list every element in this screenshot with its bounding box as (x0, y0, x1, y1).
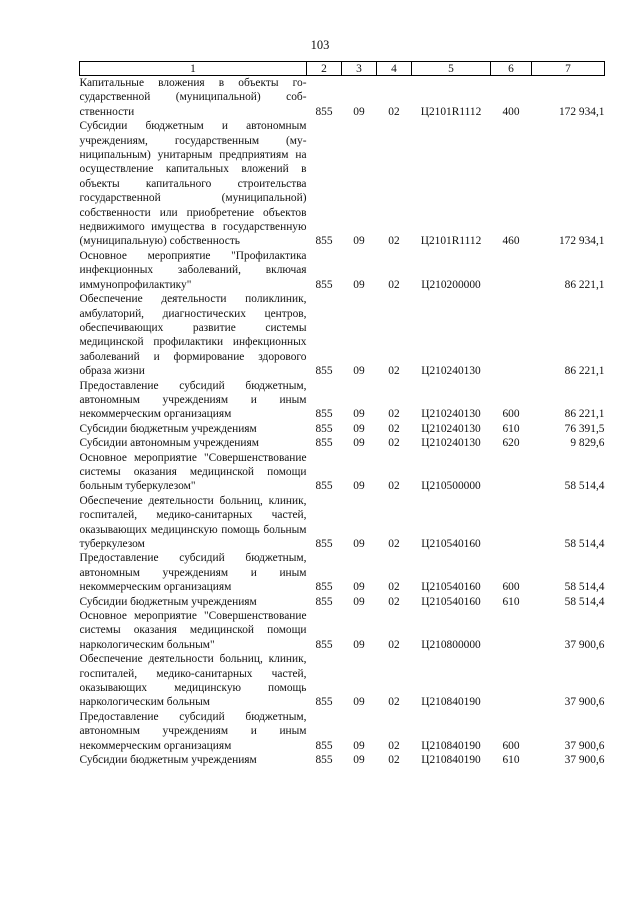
row-expense-type: 620 (502, 437, 520, 450)
row-name: Обеспечение деятельности поликлиник, амбулаторий, диагностических центров, обеспечивающих развитие системы медицинской профилактики инфекционных заболеваний и формирование здорового образа жизни (79, 293, 307, 378)
row-name: Предоставление субсидий бюджетным, автономным учреждениям и иным некоммерческим организациям (79, 552, 307, 594)
row-amount: 37 900,6 (564, 739, 605, 752)
row-ministry-code: 855 (315, 422, 333, 435)
row-ministry-code: 855 (315, 696, 333, 709)
table-row (80, 451, 605, 494)
row-section-code: 09 (353, 581, 365, 594)
row-subsection-code: 02 (388, 365, 400, 378)
row-ministry-code: 855 (315, 754, 333, 767)
row-amount: 76 391,5 (564, 422, 605, 435)
row-name: Предоставление субсидий бюджетным, автономным учреждениям и иным некоммерческим организациям (79, 710, 307, 752)
row-expense-type: 460 (502, 235, 520, 248)
table-row (80, 595, 605, 609)
row-name: Субсидии автономным учреждениям (79, 437, 259, 450)
column-header-7: 7 (532, 62, 605, 76)
row-expense-type: 600 (502, 408, 520, 421)
row-amount: 172 934,1 (558, 235, 605, 248)
row-expense-type: 610 (502, 422, 520, 435)
row-section-code: 09 (353, 739, 365, 752)
row-amount: 86 221,1 (564, 278, 605, 291)
row-subsection-code: 02 (388, 754, 400, 767)
row-subsection-code: 02 (388, 739, 400, 752)
row-target-article: Ц210840190 (421, 739, 481, 752)
table-row (80, 551, 605, 594)
row-section-code: 09 (353, 278, 365, 291)
row-section-code: 09 (353, 595, 365, 608)
table-row (80, 422, 605, 436)
row-target-article: Ц2101R1112 (420, 235, 482, 248)
row-target-article: Ц210540160 (421, 538, 481, 550)
row-amount: 172 934,1 (558, 105, 605, 118)
row-target-article: Ц210240130 (421, 437, 481, 450)
row-subsection-code: 02 (388, 638, 400, 651)
table-row (80, 292, 605, 378)
row-expense-type: 610 (502, 754, 520, 767)
row-target-article: Ц210540160 (421, 581, 481, 594)
row-ministry-code: 855 (315, 437, 333, 450)
row-name: Обеспечение деятельности больниц, клиник, госпиталей, медико-санитарных частей, оказывающих медицинскую помощь наркологическим больным (79, 653, 307, 709)
row-target-article: Ц210240130 (421, 422, 481, 435)
row-ministry-code: 855 (315, 105, 333, 118)
row-subsection-code: 02 (388, 105, 400, 118)
row-ministry-code: 855 (315, 595, 333, 608)
row-amount: 58 514,4 (564, 595, 605, 608)
row-section-code: 09 (353, 105, 365, 118)
row-ministry-code: 855 (315, 408, 333, 421)
row-name: Субсидии бюджетным и автономным учреждениям, государственным (муниципальным) унитарным предприятиям на осуществление капитальных вложений в объекты капитального строительства государственной (муниципальной) собственности или приобретение объектов недвижимого имущества в государственную (муниципальную) собственность (79, 120, 307, 248)
row-section-code: 09 (353, 422, 365, 435)
row-amount: 86 221,1 (564, 365, 605, 378)
table-header (80, 62, 605, 76)
row-subsection-code: 02 (388, 422, 400, 435)
row-subsection-code: 02 (388, 480, 400, 493)
header-row (80, 62, 605, 76)
table-row (80, 494, 605, 552)
row-section-code: 09 (353, 437, 365, 450)
row-ministry-code: 855 (315, 365, 333, 378)
row-amount: 58 514,4 (564, 538, 605, 550)
column-header-1: 1 (80, 62, 307, 76)
table-row (80, 76, 605, 120)
row-target-article: Ц210540160 (421, 595, 481, 608)
column-header-2: 2 (307, 62, 342, 76)
row-expense-type: 400 (502, 105, 520, 118)
row-expense-type: 610 (502, 595, 520, 608)
column-header-6: 6 (491, 62, 532, 76)
row-section-code: 09 (353, 235, 365, 248)
row-subsection-code: 02 (388, 437, 400, 450)
column-header-4: 4 (377, 62, 412, 76)
row-section-code: 09 (353, 754, 365, 767)
row-name: Капитальные вложения в объекты государственной (муниципальной) собственности (79, 77, 307, 118)
row-expense-type (491, 652, 532, 710)
row-ministry-code: 855 (315, 739, 333, 752)
row-section-code: 09 (353, 696, 365, 709)
row-target-article: Ц210240130 (421, 408, 481, 421)
row-amount: 86 221,1 (564, 408, 605, 421)
table-row (80, 249, 605, 292)
row-amount: 58 514,4 (564, 581, 605, 594)
row-target-article: Ц210840190 (421, 696, 481, 709)
row-name: Основное мероприятие "Совершенствование системы оказания медицинской помощи наркологическим больным" (79, 610, 307, 651)
row-ministry-code: 855 (315, 638, 333, 651)
table-row (80, 652, 605, 710)
row-name: Основное мероприятие "Профилактика инфекционных заболеваний, включая иммунопрофилактику" (79, 249, 307, 291)
row-name: Основное мероприятие "Совершенствование системы оказания медицинской помощи больным туберкулезом" (79, 451, 307, 493)
row-expense-type: 600 (502, 581, 520, 594)
table-row (80, 710, 605, 753)
row-ministry-code: 855 (315, 538, 333, 550)
row-name: Предоставление субсидий бюджетным, автономным учреждениям и иным некоммерческим организациям (79, 379, 307, 421)
row-subsection-code: 02 (388, 696, 400, 709)
row-expense-type (491, 292, 532, 378)
row-amount: 37 900,6 (564, 638, 605, 651)
row-section-code: 09 (353, 365, 365, 378)
row-expense-type (491, 451, 532, 494)
row-amount: 58 514,4 (564, 480, 605, 493)
row-target-article: Ц210200000 (421, 278, 481, 291)
row-section-code: 09 (353, 408, 365, 421)
row-section-code: 09 (353, 480, 365, 493)
row-subsection-code: 02 (388, 235, 400, 248)
row-target-article: Ц2101R1112 (420, 105, 482, 118)
budget-table (79, 61, 605, 768)
table-body (80, 76, 605, 768)
row-expense-type: 600 (502, 739, 520, 752)
row-subsection-code: 02 (388, 408, 400, 421)
row-target-article: Ц210240130 (421, 365, 481, 378)
row-name: Субсидии бюджетным учреждениям (79, 422, 257, 435)
row-name: Субсидии бюджетным учреждениям (79, 595, 257, 608)
table-row (80, 119, 605, 249)
column-header-3: 3 (342, 62, 377, 76)
table-row (80, 609, 605, 652)
row-subsection-code: 02 (388, 278, 400, 291)
row-amount: 37 900,6 (564, 696, 605, 709)
row-target-article: Ц210840190 (421, 754, 481, 767)
row-name: Обеспечение деятельности больниц, клиник, госпиталей, медико-санитарных частей, оказывающих медицинскую помощь больным туберкулезом (79, 494, 307, 550)
table-row (80, 753, 605, 767)
row-subsection-code: 02 (388, 581, 400, 594)
row-amount: 37 900,6 (564, 754, 605, 767)
row-subsection-code: 02 (388, 538, 400, 550)
row-ministry-code: 855 (315, 581, 333, 594)
row-ministry-code: 855 (315, 235, 333, 248)
row-expense-type (491, 494, 532, 552)
row-ministry-code: 855 (315, 480, 333, 493)
row-target-article: Ц210800000 (421, 638, 481, 651)
row-ministry-code: 855 (315, 278, 333, 291)
row-amount: 9 829,6 (570, 437, 605, 450)
row-expense-type (491, 609, 532, 652)
row-name: Субсидии бюджетным учреждениям (79, 754, 257, 767)
table-row (80, 379, 605, 422)
row-section-code: 09 (353, 538, 365, 550)
column-header-5: 5 (412, 62, 491, 76)
row-target-article: Ц210500000 (421, 480, 481, 493)
table-row (80, 436, 605, 450)
row-section-code: 09 (353, 638, 365, 651)
row-subsection-code: 02 (388, 595, 400, 608)
row-expense-type (491, 249, 532, 292)
page-number: 103 (310, 38, 330, 52)
